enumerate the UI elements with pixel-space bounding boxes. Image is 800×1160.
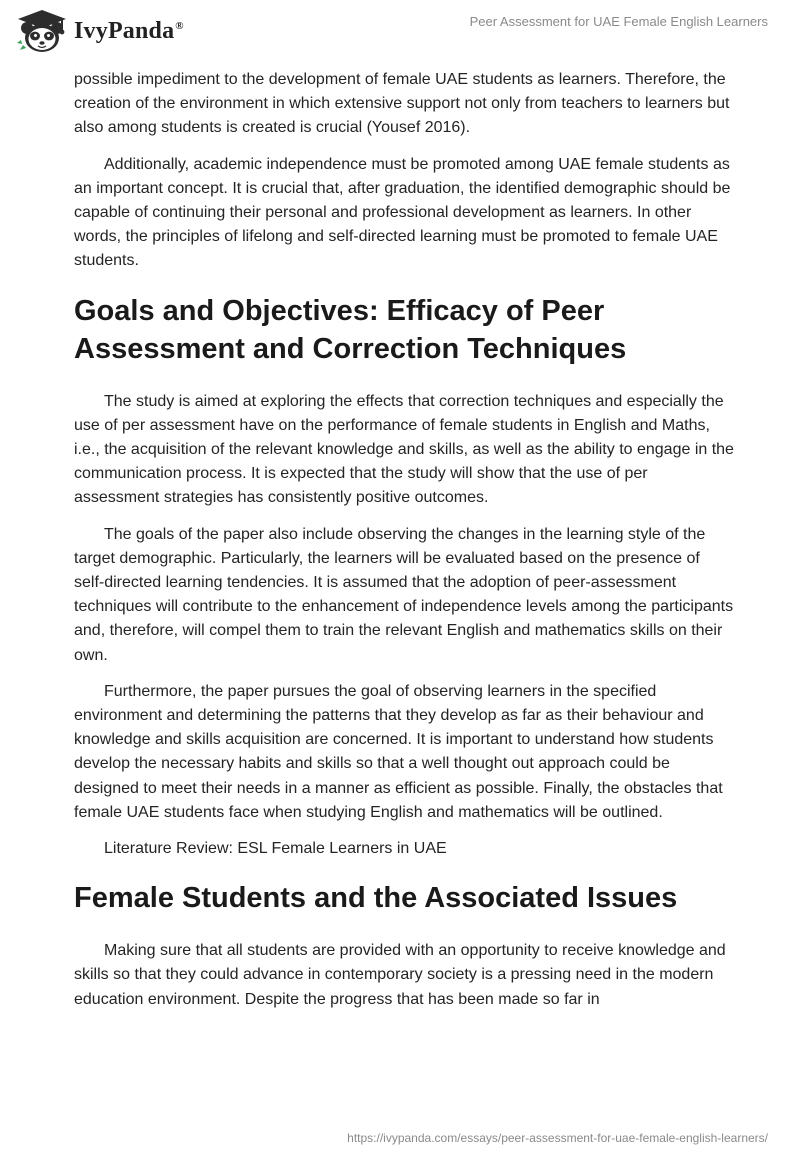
paragraph-making-sure: Making sure that all students are provided with an opportunity to receive knowledge and skills so that they could advance in contemporary society is a pressing need in the modern education environment. Despite the progress that has been made so far in	[74, 942, 726, 1008]
essay-body	[74, 68, 734, 1024]
page-header	[0, 0, 800, 60]
literature-review-label: Literature Review: ESL Female Learners in UAE	[104, 840, 447, 858]
paragraph-continued: possible impediment to the development of female UAE students as learners. Therefore, the creation of the environment in which extensive support not only from teachers to learners but also among students is created is crucial (Yousef 2016).	[74, 71, 730, 137]
registered-mark: ®	[175, 19, 184, 32]
paragraph-patterns: Furthermore, the paper pursues the goal of observing learners in the specified environment and determining the patterns that they develop as far as their behaviour and knowledge and skills acquisition are concerned. It is important to understand how students develop the necessary habits and skills so that a well thought out approach could be designed to meet their needs in a manner as efficient as possible. Finally, the obstacles that female UAE students face when studying English and mathematics will be outlined.	[74, 682, 723, 821]
heading-female-students: Female Students and the Associated Issues	[74, 882, 678, 915]
paragraph-study-aim: The study is aimed at exploring the effects that correction techniques and especially the use of per assessment have on the performance of female students in English and Maths, i.e., the acquisition of the relevant knowledge and skills, as well as the ability to engage in the communication process. It is expected that the study will show that the use of per assessment strategies has consistently positive outcomes.	[74, 392, 734, 507]
source-url[interactable]: https://ivypanda.com/essays/peer-assessment-for-uae-female-english-learners/	[347, 1131, 768, 1145]
paragraph-academic-independence: Additionally, academic independence must be promoted among UAE female students as an important concept. It is crucial that, after graduation, the identified demographic should be capable of continuing their personal and professional development as learners. In other words, the principles of lifelong and self-directed learning must be promoted to female UAE students.	[74, 155, 731, 270]
panda-graduate-icon	[14, 8, 70, 54]
heading-goals-objectives: Goals and Objectives: Efficacy of Peer Assessment and Correction Techniques	[74, 294, 627, 365]
ivypanda-logo[interactable]	[14, 8, 184, 54]
logo-name: IvyPanda	[74, 17, 175, 44]
logo-wordmark	[74, 18, 184, 45]
paragraph-goals: The goals of the paper also include observing the changes in the learning style of the target demographic. Particularly, the learners will be evaluated based on the presence of self-directed learning tendencies. It is assumed that the adoption of peer-assessment techniques will contribute to the enhancement of independence levels among the participants and, therefore, will compel them to train the relevant English and mathematics skills on their own.	[74, 525, 734, 664]
document-title: Peer Assessment for UAE Female English Learners	[469, 14, 768, 29]
